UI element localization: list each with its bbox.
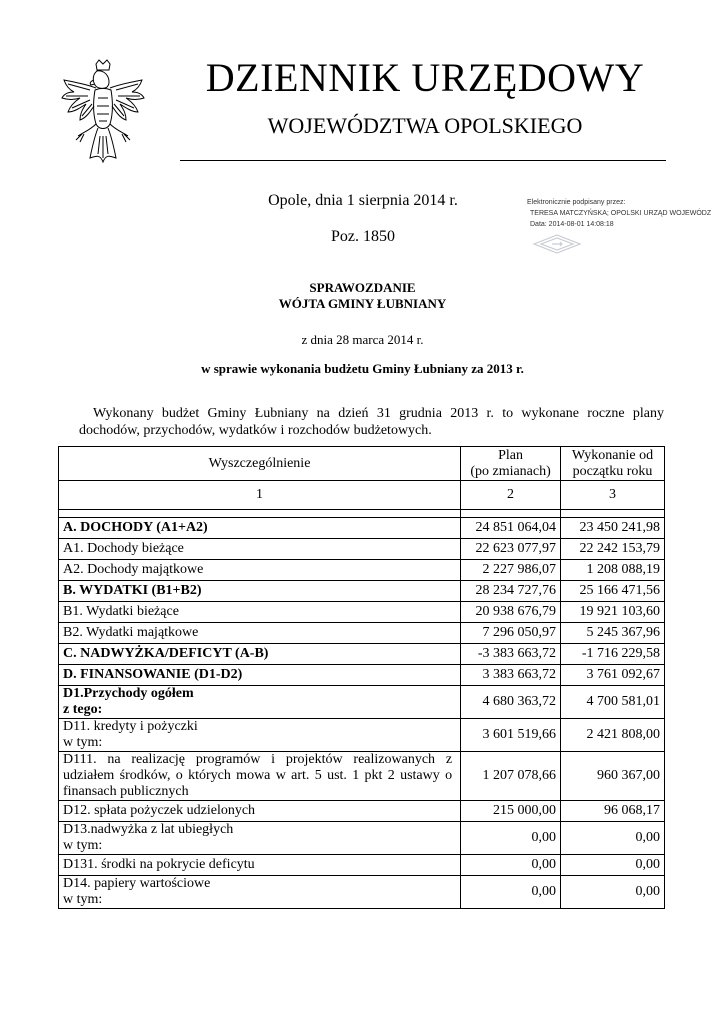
row-label <box>59 876 461 909</box>
plan-value: 4 680 363,72 <box>461 686 561 719</box>
plan-value: 3 601 519,66 <box>461 719 561 752</box>
row-label-subtext: w tym: <box>63 838 103 853</box>
header-execution <box>561 447 665 481</box>
table-body <box>59 518 665 909</box>
header-execution-line2: początku roku <box>572 463 653 479</box>
table-row <box>59 686 665 719</box>
plan-value: 28 234 727,76 <box>461 581 561 602</box>
table-row <box>59 665 665 686</box>
signature-line-1: Elektronicznie podpisany przez: <box>527 199 626 206</box>
row-label-text: A2. Dochody majątkowe <box>63 562 204 577</box>
row-label <box>59 581 461 602</box>
execution-value: 1 208 088,19 <box>561 560 665 581</box>
plan-value: 0,00 <box>461 822 561 855</box>
position-number: Poz. 1850 <box>331 228 395 245</box>
row-label <box>59 560 461 581</box>
plan-value: -3 383 663,72 <box>461 644 561 665</box>
spacer-cell <box>561 510 665 518</box>
table-row <box>59 623 665 644</box>
table-row <box>59 752 665 801</box>
row-label <box>59 822 461 855</box>
table-row <box>59 644 665 665</box>
row-label-text: D131. środki na pokrycie deficytu <box>63 857 255 872</box>
plan-value: 20 938 676,79 <box>461 602 561 623</box>
report-title: SPRAWOZDANIE <box>309 280 416 295</box>
column-number: 2 <box>461 481 561 510</box>
row-label-subtext: w tym: <box>63 735 103 750</box>
header-divider <box>180 160 666 161</box>
row-label-text: B1. Wydatki bieżące <box>63 604 179 619</box>
table-row <box>59 822 665 855</box>
row-label-text: C. NADWYŻKA/DEFICYT (A-B) <box>63 646 269 661</box>
execution-value: 23 450 241,98 <box>561 518 665 539</box>
execution-value: 19 921 103,60 <box>561 602 665 623</box>
row-label <box>59 644 461 665</box>
plan-value: 3 383 663,72 <box>461 665 561 686</box>
table-row <box>59 876 665 909</box>
plan-value: 2 227 986,07 <box>461 560 561 581</box>
plan-value: 7 296 050,97 <box>461 623 561 644</box>
execution-value: 0,00 <box>561 855 665 876</box>
execution-value: 22 242 153,79 <box>561 539 665 560</box>
report-subject: w sprawie wykonania budżetu Gminy Łubniany za 2013 r. <box>201 361 524 376</box>
column-number: 1 <box>59 481 461 510</box>
report-author: WÓJTA GMINY ŁUBNIANY <box>278 296 447 311</box>
eagle-emblem-icon <box>60 58 146 166</box>
journal-title: DZIENNIK URZĘDOWY <box>205 55 645 100</box>
row-label-subtext: w tym: <box>63 892 103 907</box>
row-label-text: D1.Przychody ogółem <box>63 686 194 701</box>
row-label <box>59 518 461 539</box>
row-label-text: D11. kredyty i pożyczki <box>63 719 198 734</box>
row-label-text: B. WYDATKI (B1+B2) <box>63 583 202 598</box>
row-label <box>59 602 461 623</box>
execution-value: 0,00 <box>561 822 665 855</box>
execution-value: 3 761 092,67 <box>561 665 665 686</box>
row-label-text: A. DOCHODY (A1+A2) <box>63 520 208 535</box>
header-plan <box>461 447 561 481</box>
table-row <box>59 581 665 602</box>
execution-value: 25 166 471,56 <box>561 581 665 602</box>
execution-value: 4 700 581,01 <box>561 686 665 719</box>
signature-line-3: Data: 2014-08-01 14:08:18 <box>530 221 614 228</box>
table-row <box>59 518 665 539</box>
signature-line-2: TERESA MATCZYŃSKA; OPOLSKI URZĄD WOJEWÓDZ <box>530 210 712 217</box>
row-label-text: B2. Wydatki majątkowe <box>63 625 199 640</box>
header-plan-line2: (po zmianach) <box>470 463 551 479</box>
plan-value: 215 000,00 <box>461 801 561 822</box>
header-plan-line1: Plan <box>498 447 523 463</box>
row-label-text: A1. Dochody bieżące <box>63 541 184 556</box>
row-label <box>59 855 461 876</box>
spacer-cell <box>59 510 461 518</box>
plan-value: 0,00 <box>461 855 561 876</box>
spacer-cell <box>461 510 561 518</box>
intro-paragraph: Wykonany budżet Gminy Łubniany na dzień 31 grudnia 2013 r. to wykonane roczne plany dochodów, przychodów, wydatków i rozchodów budżetowych. <box>79 406 664 438</box>
plan-value: 24 851 064,04 <box>461 518 561 539</box>
table-row <box>59 560 665 581</box>
execution-value: -1 716 229,58 <box>561 644 665 665</box>
row-label-subtext: z tego: <box>63 702 103 717</box>
electronic-signature <box>527 197 711 230</box>
header-execution-line1: Wykonanie od <box>571 447 654 463</box>
plan-value: 22 623 077,97 <box>461 539 561 560</box>
row-label-text: D13.nadwyżka z lat ubiegłych <box>63 822 234 837</box>
row-label-text: D14. papiery wartościowe <box>63 876 211 891</box>
row-label <box>59 665 461 686</box>
column-number: 3 <box>561 481 665 510</box>
table-row <box>59 855 665 876</box>
execution-value: 2 421 808,00 <box>561 719 665 752</box>
report-date: z dnia 28 marca 2014 r. <box>301 332 424 347</box>
header-description: Wyszczególnienie <box>59 447 461 481</box>
table-row <box>59 801 665 822</box>
execution-value: 960 367,00 <box>561 752 665 801</box>
plan-value: 0,00 <box>461 876 561 909</box>
row-label <box>59 719 461 752</box>
row-label-text: D12. spłata pożyczek udzielonych <box>63 803 256 818</box>
table-row <box>59 539 665 560</box>
execution-value: 0,00 <box>561 876 665 909</box>
row-label <box>59 686 461 719</box>
table-row <box>59 719 665 752</box>
signature-stamp-icon <box>532 234 582 254</box>
row-label <box>59 623 461 644</box>
row-label <box>59 539 461 560</box>
row-label-text: D. FINANSOWANIE (D1-D2) <box>63 667 243 682</box>
journal-subtitle: WOJEWÓDZTWA OPOLSKIEGO <box>267 113 583 138</box>
table-row <box>59 602 665 623</box>
publication-date: Opole, dnia 1 sierpnia 2014 r. <box>268 192 458 209</box>
row-label <box>59 801 461 822</box>
plan-value: 1 207 078,66 <box>461 752 561 801</box>
row-label-text: D111. na realizację programów i projektów realizowanych z udziałem środków, o których mowa w art. 5 ust. 1 pkt 2 ustawy o finansach publicznych <box>63 752 453 799</box>
execution-value: 5 245 367,96 <box>561 623 665 644</box>
row-label <box>59 752 461 801</box>
execution-value: 96 068,17 <box>561 801 665 822</box>
budget-table <box>58 446 665 909</box>
